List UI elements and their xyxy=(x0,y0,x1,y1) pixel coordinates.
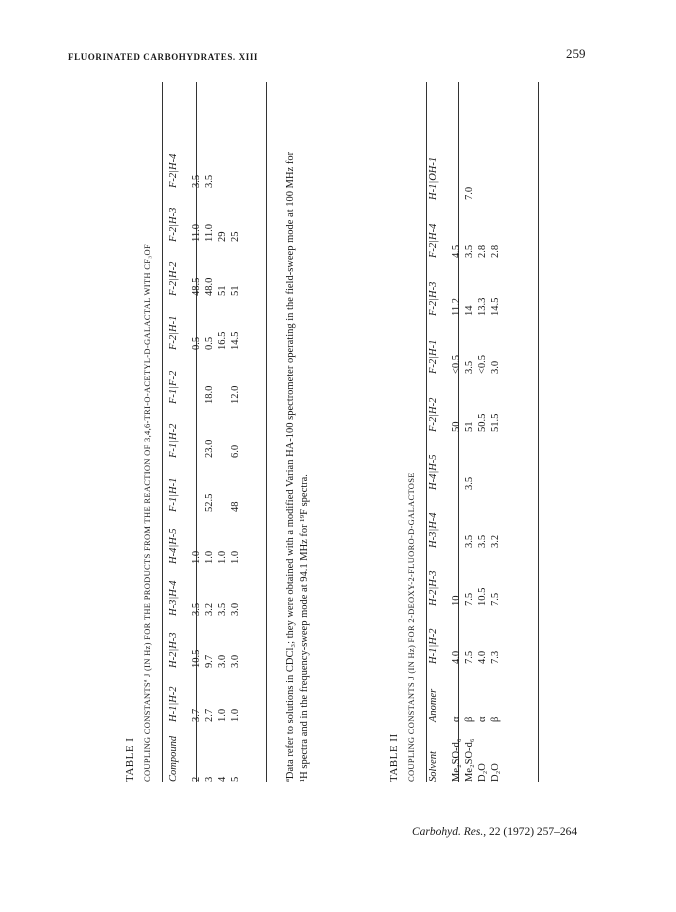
table2-col-header: F-2|H-4 xyxy=(428,223,439,258)
table-cell: 51 xyxy=(217,285,228,296)
table-cell: 14.5 xyxy=(490,297,501,316)
table-cell: 2.8 xyxy=(477,244,488,258)
table-cell: D₂O xyxy=(490,763,501,782)
table-cell: 3.7 xyxy=(191,708,202,722)
table-cell: 3.5 xyxy=(191,174,202,188)
table-row xyxy=(489,142,502,782)
table-cell: 11.2 xyxy=(451,298,462,316)
table2-grid xyxy=(428,142,502,782)
table-cell: 9.7 xyxy=(204,654,215,668)
table-cell: 2.7 xyxy=(204,708,215,722)
table-cell xyxy=(190,404,203,458)
table-cell: 4.5 xyxy=(451,244,462,258)
table-cell: 7.0 xyxy=(464,186,475,200)
table-cell: 3.5 xyxy=(477,534,488,548)
table-cell: Me₂SO-d₆ xyxy=(464,738,475,782)
table-cell: 3.5 xyxy=(464,360,475,374)
table-cell: 29 xyxy=(217,231,228,242)
table1-col-header: F-2|H-1 xyxy=(168,315,179,350)
table-cell: 3.2 xyxy=(490,534,501,548)
table2-col-header: F-2|H-2 xyxy=(428,397,439,432)
table-cell: 0.5 xyxy=(204,336,215,350)
table1-col-header: F-1|H-2 xyxy=(168,423,179,458)
table-cell: 2 xyxy=(191,776,202,782)
table-row xyxy=(229,134,242,782)
journal-details: , 22 (1972) 257–264 xyxy=(483,826,578,838)
table-cell: 3 xyxy=(204,776,215,782)
table-row xyxy=(450,142,463,782)
table-cell xyxy=(216,458,229,512)
table1-col-header: H-2|H-3 xyxy=(168,632,179,668)
table-cell: 13.3 xyxy=(477,297,488,316)
table1-footnote-line1: ªData refer to solutions in CDCl₃; they were obtained with a modified Varian HA-100 spectrometer operating in the field-sweep mode at 100 MHz for xyxy=(285,151,296,782)
table-cell: 52.5 xyxy=(204,493,215,512)
table-cell xyxy=(476,432,489,490)
table-row xyxy=(203,134,216,782)
table-cell: β xyxy=(490,716,501,722)
journal-citation xyxy=(412,826,577,838)
table-cell: 3.0 xyxy=(230,602,241,616)
table-cell: 23.0 xyxy=(204,439,215,458)
table-cell: 10.5 xyxy=(191,649,202,668)
table1-label: TABLE I xyxy=(124,737,136,782)
table-cell xyxy=(450,432,463,490)
table-cell: 3.0 xyxy=(490,360,501,374)
table-cell xyxy=(489,432,502,490)
table-cell: 51 xyxy=(230,285,241,296)
table-cell: 50.5 xyxy=(477,413,488,432)
table2-col-header: H-1|H-2 xyxy=(428,628,439,664)
table-cell xyxy=(450,490,463,548)
table-row xyxy=(476,142,489,782)
table-cell: 1.0 xyxy=(217,708,228,722)
table-cell: 3.5 xyxy=(464,244,475,258)
table-row xyxy=(190,134,203,782)
table-cell: 14 xyxy=(464,305,475,316)
table-cell xyxy=(190,350,203,404)
table2-caption: COUPLING CONSTANTS J (IN Hz) FOR 2-DEOXY-2-FLUORO-D-GALACTOSE xyxy=(406,472,416,782)
table-row xyxy=(216,134,229,782)
running-head: FLUORINATED CARBOHYDRATES. XIII xyxy=(68,52,259,62)
table-cell: 4.0 xyxy=(477,650,488,664)
table1 xyxy=(124,82,324,782)
table1-grid xyxy=(168,134,242,782)
table-cell: 1.0 xyxy=(217,550,228,564)
table-cell: 7.5 xyxy=(464,592,475,606)
table-cell: 11.0 xyxy=(191,224,202,242)
table-cell xyxy=(450,142,463,200)
page-number: 259 xyxy=(566,46,586,61)
table-cell: 3.5 xyxy=(464,476,475,490)
table1-col-header: F-2|H-2 xyxy=(168,261,179,296)
table1-col-header: F-1|F-2 xyxy=(168,370,179,404)
table-row xyxy=(463,142,476,782)
table-cell: 6.0 xyxy=(230,444,241,458)
table1-col-header: H-1|H-2 xyxy=(168,686,179,722)
table-cell: β xyxy=(464,716,475,722)
table2-col-header: H-3|H-4 xyxy=(428,512,439,548)
table1-col-header: H-4|H-5 xyxy=(168,528,179,564)
table-cell: 18.0 xyxy=(204,385,215,404)
table-cell: 11.0 xyxy=(204,224,215,242)
table2-label: TABLE II xyxy=(388,733,400,782)
table-cell: Me₂SO-d₆ xyxy=(451,738,462,782)
table-cell: 1.0 xyxy=(204,550,215,564)
table-cell: 4 xyxy=(217,776,228,782)
table-cell: 1.0 xyxy=(191,550,202,564)
table-cell xyxy=(216,404,229,458)
table-cell xyxy=(190,458,203,512)
table2-col-header: Solvent xyxy=(428,751,439,782)
table-cell xyxy=(229,134,242,188)
table-cell: α xyxy=(477,716,488,722)
table2 xyxy=(388,82,608,782)
table-cell: 3.5 xyxy=(191,602,202,616)
table1-footnote xyxy=(284,82,312,782)
table2-col-header: F-2|H-3 xyxy=(428,281,439,316)
table1-col-header: F-1|H-1 xyxy=(168,477,179,512)
table2-col-header: H-2|H-3 xyxy=(428,570,439,606)
table-cell xyxy=(489,142,502,200)
table-cell: <0.5 xyxy=(477,354,488,374)
table-cell: 0.5 xyxy=(191,336,202,350)
table-cell: 14.5 xyxy=(230,331,241,350)
table-cell: 48 xyxy=(230,501,241,512)
table2-col-header: H-1|OH-1 xyxy=(428,156,439,200)
table-cell: 51 xyxy=(464,421,475,432)
table-cell xyxy=(216,350,229,404)
table-cell xyxy=(476,142,489,200)
table-cell: 12.0 xyxy=(230,385,241,404)
table1-footnote-line2: ¹H spectra and in the frequency-sweep mode at 94.1 MHz for ¹⁹F spectra. xyxy=(299,474,310,782)
table-cell xyxy=(216,134,229,188)
table-cell: 3.0 xyxy=(230,654,241,668)
table-cell: 7.5 xyxy=(490,592,501,606)
table-cell: 7.3 xyxy=(490,650,501,664)
table-cell: 7.5 xyxy=(464,650,475,664)
table2-col-header: Anomer xyxy=(428,688,439,722)
table-cell: 3.5 xyxy=(204,174,215,188)
table1-col-header: F-2|H-4 xyxy=(168,153,179,188)
table-cell: 2.8 xyxy=(490,244,501,258)
table-cell: 10 xyxy=(451,595,462,606)
table-cell: 51.5 xyxy=(490,413,501,432)
table2-col-header: F-2|H-1 xyxy=(428,339,439,374)
table-cell: 10.5 xyxy=(477,587,488,606)
table-cell: D₂O xyxy=(477,763,488,782)
table-cell: 3.0 xyxy=(217,654,228,668)
table-cell: <0.5 xyxy=(451,354,462,374)
table-cell: α xyxy=(451,716,462,722)
table-cell: 5 xyxy=(230,776,241,782)
table-cell: 3.2 xyxy=(204,602,215,616)
table-cell: 25 xyxy=(230,231,241,242)
table-cell: 48.0 xyxy=(204,277,215,296)
table-cell: 50 xyxy=(451,421,462,432)
table1-caption: COUPLING CONSTANTSª J (IN Hz) FOR THE PRODUCTS FROM THE REACTION OF 3,4,6-TRI-O-ACETYL-D-GALACTAL WITH CF₃OF xyxy=(142,243,152,782)
table-cell: 1.0 xyxy=(230,708,241,722)
table-cell: 4.0 xyxy=(451,650,462,664)
table2-col-header: H-4|H-5 xyxy=(428,454,439,490)
journal-name: Carbohyd. Res. xyxy=(412,826,484,838)
table1-col-header: F-2|H-3 xyxy=(168,207,179,242)
table-cell: 48.5 xyxy=(191,277,202,296)
table-cell: 3.5 xyxy=(464,534,475,548)
table-cell: 1.0 xyxy=(230,550,241,564)
table-cell: 3.5 xyxy=(217,602,228,616)
table1-col-header: H-3|H-4 xyxy=(168,580,179,616)
table1-col-header: Compound xyxy=(168,735,179,782)
table-cell: 16.5 xyxy=(217,331,228,350)
